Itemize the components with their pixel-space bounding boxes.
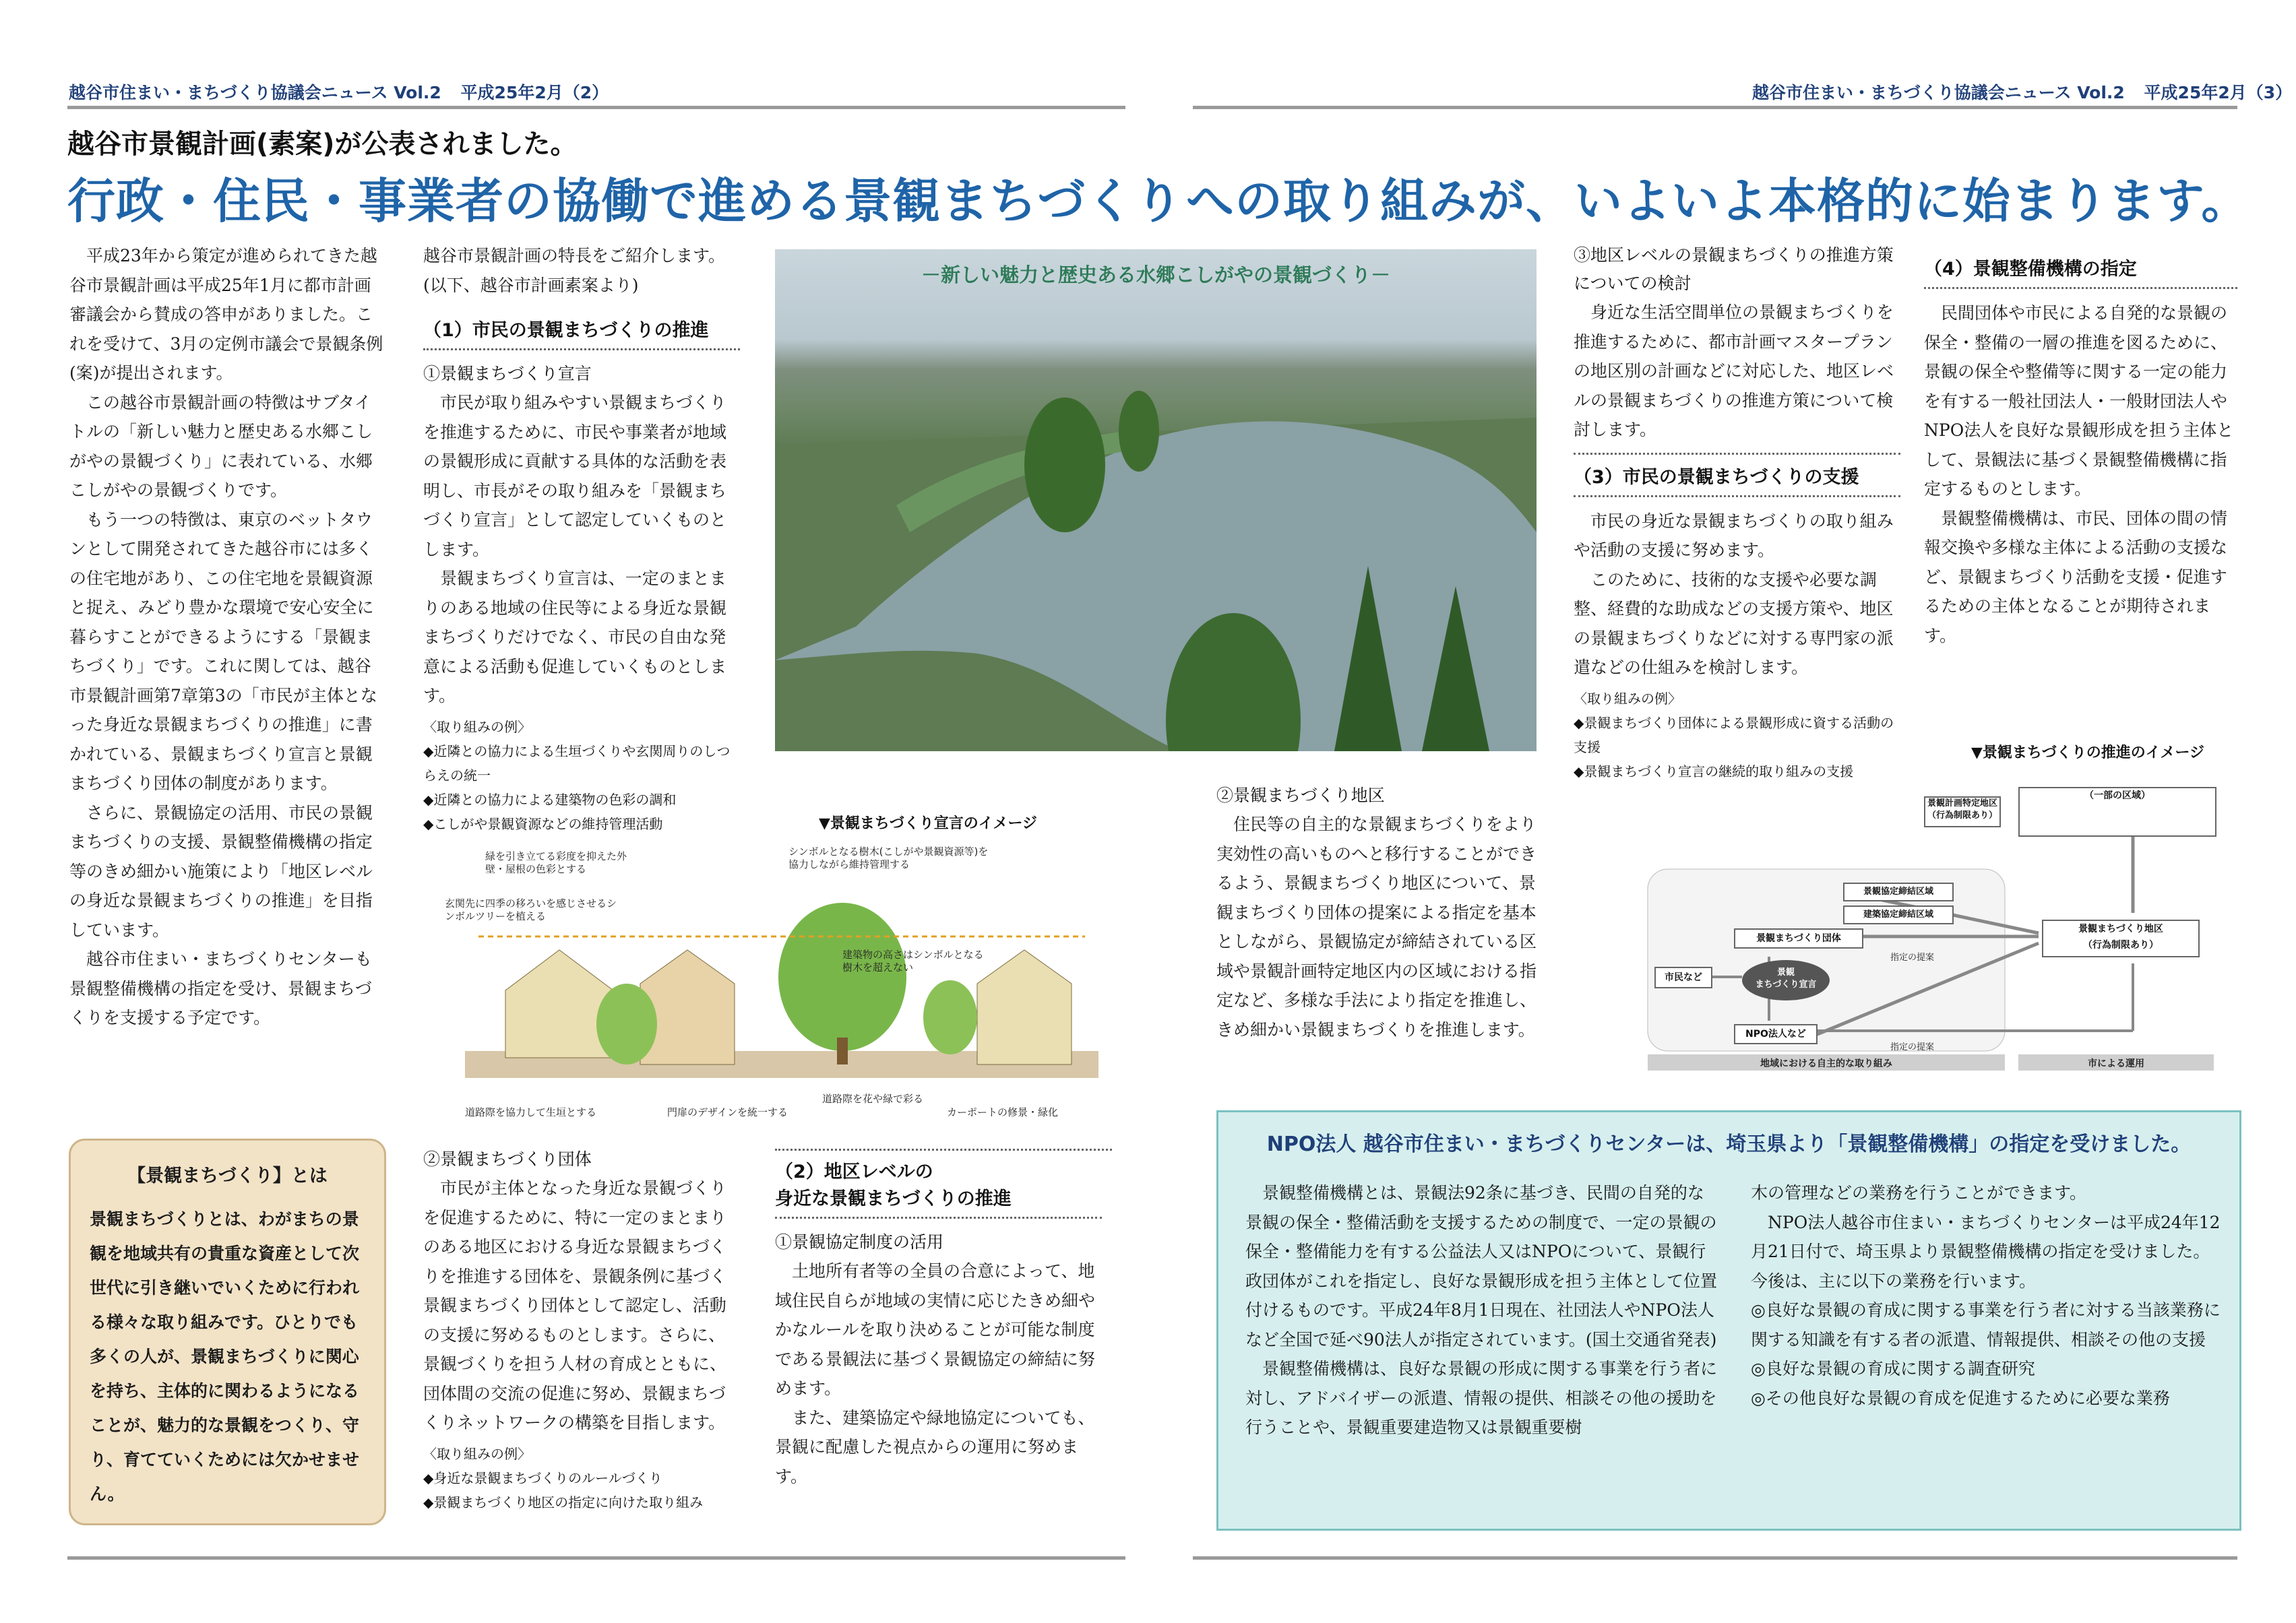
river-photo (775, 249, 1537, 751)
illustration-title: ▼景観まちづくり宣言のイメージ (819, 815, 1038, 832)
keikan-box-body: 景観まちづくりとは、わがまちの景観を地域共有の貴重な資産として次世代に引き継いでいくために行われる様々な取り組みです。ひとりでも多くの人が、景観まちづくりに関心を持ち、主体的に関わるようになることが、魅力的な景観をつくり、守り、育てていくためには欠かせません。 (90, 1209, 360, 1504)
teal-left-p2: 景観整備機構は、良好な景観の形成に関する事業を行う者に対し、アドバイザーの派遣、情報の提供、相談その他の援助を行うことや、景観重要建造物又は景観重要樹 (1245, 1359, 1718, 1437)
headline-left: 行政・住民・事業者の協働で進める景観まちづくり (67, 173, 1183, 229)
sec3-p2: このために、技術的な支援や必要な調整、経費的な助成などの支援方策や、地区の景観まちづくりなどに対する専門家の派遣などの仕組みを検討します。 (1574, 569, 1894, 677)
diagram-footer-left: 地域における自主的な取り組み (1760, 1058, 1892, 1069)
example3-2: ◆景観まちづくり宣言の継続的取り組みの支援 (1574, 763, 1854, 779)
examples-label: 〈取り組みの例〉 (423, 718, 531, 735)
col2-intro: 越谷市景観計画の特長をご紹介します。(以下、越谷市計画素案より) (423, 246, 726, 295)
diagram-dantai-box: 景観まちづくり団体 (1734, 928, 1863, 949)
header-left-date: 平成25年2月（2） (460, 83, 609, 102)
sub2-title: ②景観まちづくり団体 (423, 1149, 592, 1169)
ill-label-gate: 門扉のデザインを統一する (667, 1106, 788, 1118)
sub1-title: ①景観まちづくり宣言 (423, 364, 592, 383)
sub3-body: 住民等の自主的な景観まちづくりをより実効性の高いものへと移行することができるよう、景観まちづくり地区について、景観まちづくり団体の提案による指定を基本としながら、景観協定が締結されている区域や景観計画特定地区内の区域における指定など、多様な手法により指定を推進し、きめ細かい景観まちづくりを推進します。 (1216, 815, 1537, 1040)
teal-right-p: NPO法人越谷市住まい・まちづくりセンターは平成24年12月21日付で、埼玉県より景観整備機構の指定を受けました。今後は、主に以下の業務を行います。 (1751, 1212, 2221, 1291)
ill-label-flowers: 道路際を花や緑で彩る (822, 1093, 924, 1105)
teal-title: NPO法人 越谷市住まい・まちづくりセンターは、埼玉県より「景観整備機構」の指定を受けました。 (1266, 1133, 2192, 1156)
sec3-p1: 市民の身近な景観まちづくりの取り組みや活動の支援に努めます。 (1574, 511, 1894, 560)
diagram-tokutei-box: 景観計画特定地区 （行為制限あり） (1924, 796, 2001, 827)
teal-right-item-2: ◎良好な景観の育成に関する調査研究 (1751, 1359, 2035, 1378)
sub1-p1: 市民が取り組みやすい景観まちづくりを推進するために、市民や事業者が地域の景観形成に貢献する具体的な活動を表明し、市長がその取り組みを「景観まちづくり宣言」として認定していくものとします。 (423, 393, 727, 559)
sub3-title: ②景観まちづくり地区 (1216, 786, 1385, 805)
sec2-title: （2）地区レベルの 身近な景観まちづくりの推進 (775, 1161, 1012, 1209)
sub1-p2: 景観まちづくり宣言は、一定のまとまりのある地域の住民等による身近な景観まちづくりだけでなく、市民の自由な発意による活動も促進していくものとします。 (423, 569, 727, 705)
teal-right-item-1: ◎良好な景観の育成に関する事業を行う者に対する当該業務に関する知識を有する者の派遣、情報提供、相談その他の支援 (1751, 1300, 2221, 1349)
col1-p2: この越谷市景観計画の特徴はサブタイトルの「新しい魅力と歴史ある水郷こしがやの景観づくり」に表れている、水郷こしがやの景観づくりです。 (69, 392, 373, 500)
photo-caption: －新しい魅力と歴史ある水郷こしがやの景観づくり－ (921, 263, 1390, 286)
col1-p1: 平成23年から策定が進められてきた越谷市景観計画は平成25年1月に都市計画審議会から賛成の答申がありました。これを受けて、3月の定例市議会で景観条例(案)が提出されます。 (69, 246, 383, 383)
teal-left-col (1245, 1178, 1717, 1442)
sec4-title: （4）景観整備機構の指定 (1924, 259, 2137, 280)
sec4-rule (1924, 286, 2237, 289)
river-photo-scene (775, 249, 1537, 751)
ill-label-entrance-tree: 玄関先に四季の移ろいを感じさせるシンボルツリーを植える (445, 897, 617, 922)
col1-p4: さらに、景観協定の活用、市民の景観まちづくりの支援、景観整備機構の指定等のきめ細かい施策により「地区レベルの身近な景観まちづくりの推進」を目指しています。 (69, 802, 373, 940)
diagram-teian-1: 指定の提案 (1890, 953, 1935, 963)
col2-lower (423, 1145, 740, 1515)
sec2-rule (775, 1215, 1102, 1219)
example2-1: ◆身近な景観まちづくりのルールづくり (423, 1469, 662, 1486)
diagram-npo-box: NPO法人など (1734, 1024, 1818, 1044)
diagram-kyotei-box: 景観協定締結区域 (1843, 883, 1954, 901)
sec3-title: （3）市民の景観まちづくりの支援 (1574, 466, 1859, 488)
diagram-footer-right: 市による運用 (2088, 1058, 2144, 1069)
teal-right-intro: 木の管理などの業務を行うことができます。 (1751, 1183, 2087, 1203)
col2-upper (423, 241, 740, 836)
sub4-title: ①景観協定制度の活用 (775, 1232, 944, 1252)
lead-line: 越谷市景観計画(素案)が公表されました。 (67, 129, 578, 160)
diagram-ichibu-box: （一部の区域） (2018, 787, 2216, 837)
col3-lower (775, 1159, 1102, 1491)
footer-rule-left (67, 1556, 1125, 1560)
teal-left-p1: 景観整備機構とは、景観法92条に基づき、民間の自発的な景観の保全・整備活動を支援するための制度で、一定の景観の保全・整備能力を有する公益法人又はNPOについて、景観行政団体がこれを指定し、良好な景観形成を担う主体として位置付けるものです。平成24年8月1日現在、社団法人やNPO法人など全国で延べ90法人が指定されています。(国土交通省発表) (1245, 1183, 1718, 1349)
sub5-title: ③地区レベルの景観まちづくりの推進方策についての検討 (1574, 245, 1894, 293)
ill-label-carport: カーポートの修景・緑化 (947, 1106, 1059, 1118)
diagram-title: ▼景観まちづくりの推進のイメージ (1971, 744, 2205, 761)
teal-right-col (1751, 1178, 2223, 1413)
example-2: ◆近隣との協力による建築物の色彩の調和 (423, 791, 677, 808)
header-right-date: 平成25年2月（3） (2144, 83, 2293, 102)
diagram-shimin-box: 市民など (1654, 967, 1712, 988)
col1-p5: 越谷市住まい・まちづくりセンターも景観整備機構の指定を受け、景観まちづくりを支援する予定です。 (69, 949, 372, 1027)
sec1-title: （1）市民の景観まちづくりの推進 (423, 320, 709, 341)
keikan-box-title: 【景観まちづくり】とは (127, 1166, 328, 1186)
ill-label-hedge: 道路際を協力して生垣とする (465, 1106, 597, 1118)
header-left-title: 越谷市住まい・まちづくり協議会ニュース Vol.2 (69, 83, 441, 102)
sec4-p1: 民間団体や市民による自発的な景観の保全・整備の一層の推進を図るために、景観の保全や整備等に関する一定の能力を有する一般社団法人・一般財団法人やNPO法人を良好な景観形成を担う主体として、景観法に基づく景観整備機構に指定するものとします。 (1924, 303, 2234, 499)
ill-label-symbol-tree: シンボルとなる樹木(こしがや景観資源等)を協力しながら維持管理する (788, 846, 989, 870)
diagram-sengen-ellipse: 景観 まちづくり宣言 (1742, 960, 1830, 1000)
sec4-p2: 景観整備機構は、市民、団体の間の情報交換や多様な主体による活動の支援など、景観まちづくり活動を支援・促進するための主体となることが期待されます。 (1924, 508, 2228, 645)
sub4-p1: 土地所有者等の全員の合意によって、地域住民自らが地域の実情に応じたきめ細やかなルールを取り決めることが可能な制度である景観法に基づく景観協定の締結に努めます。 (775, 1261, 1096, 1398)
header-right (1752, 79, 2292, 104)
ill-label-height-limit: 建築物の高さはシンボルとなる樹木を超えない (842, 949, 984, 974)
example-1: ◆近隣との協力による生垣づくりや玄関周りのしつらえの統一 (423, 742, 731, 784)
diagram-kenchiku-box: 建築協定締結区域 (1843, 905, 1954, 924)
diagram-teian-2: 指定の提案 (1890, 1042, 1935, 1052)
promotion-diagram (1641, 782, 2221, 1078)
sec2-topline (775, 1149, 1112, 1151)
ill-label-wall-color: 緑を引き立てる彩度を抑えた外壁・屋根の色彩とする (485, 850, 627, 875)
col5-body (1924, 256, 2237, 650)
col4-body (1574, 241, 1900, 784)
footer-rule-right (1193, 1556, 2237, 1560)
sec3-topline (1574, 451, 1900, 455)
headline-right: への取り組みが、いよいよ本格的に始まります。 (1186, 173, 2250, 229)
examples3-label: 〈取り組みの例〉 (1574, 690, 1681, 707)
sub5-body: 身近な生活空間単位の景観まちづくりを推進するために、都市計画マスタープランの地区別の計画などに対応した、地区レベルの景観まちづくりの推進方策について検討します。 (1574, 303, 1894, 439)
teal-right-item-3: ◎その他良好な景観の育成を促進するために必要な業務 (1751, 1388, 2170, 1408)
streetscape-illustration (465, 849, 1098, 1125)
sub4-p2: また、建築協定や緑地協定についても、景観に配慮した視点からの運用に努めます。 (775, 1407, 1095, 1486)
example3-1: ◆景観まちづくり団体による景観形成に資する活動の支援 (1574, 714, 1894, 755)
keikan-definition-box (69, 1139, 386, 1525)
col3-upper (1216, 782, 1540, 1044)
example2-2: ◆景観まちづくり地区の指定に向けた取り組み (423, 1494, 704, 1510)
header-rule-right (1193, 106, 2237, 109)
header-left (69, 79, 609, 104)
col1-body (69, 241, 386, 1033)
header-right-title: 越谷市住まい・まちづくり協議会ニュース Vol.2 (1752, 83, 2125, 102)
sub2-body: 市民が主体となった身近な景観づくりを促進するために、特に一定のまとまりのある地区における身近な景観まちづくりを推進する団体を、景観条例に基づく景観まちづくり団体として認定し、活動の支援に努めるものとします。さらに、景観づくりを担う人材の育成とともに、団体間の交流の促進に努め、景観まちづくりネットワークの構築を目指します。 (423, 1178, 727, 1432)
sec3-rule (1574, 494, 1900, 497)
header-rule-left (67, 106, 1125, 109)
npo-announcement-box (1216, 1110, 2241, 1531)
col1-p3: もう一つの特徴は、東京のベットタウンとして開発されてきた越谷市には多くの住宅地があり、この住宅地を景観資源と捉え、みどり豊かな環境で安心安全に暮らすことができるようにする「景観まちづくり」です。これに関しては、越谷市景観計画第7章第3の「市民が主体となった身近な景観まちづくりの推進」に書かれている、景観まちづくり宣言と景観まちづくり団体の制度があります。 (69, 509, 377, 793)
diagram-chiku-box: 景観まちづくり地区 （行為制限あり） (2042, 920, 2200, 957)
sec1-rule (423, 347, 740, 350)
example-3: ◆こしがや景観資源などの維持管理活動 (423, 815, 663, 832)
examples2-label: 〈取り組みの例〉 (423, 1445, 531, 1462)
illustration-area (445, 846, 1098, 1125)
